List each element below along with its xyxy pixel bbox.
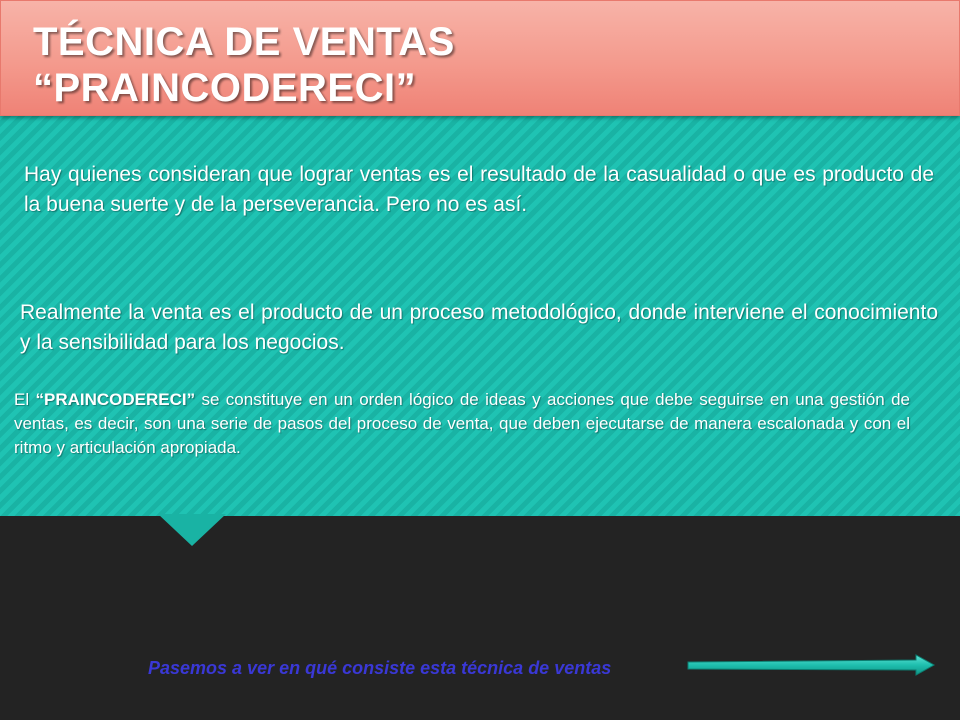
title-line-1: TÉCNICA DE VENTAS [33,20,455,64]
definition-term: “PRAINCODERECI” [35,390,196,409]
title-line-2: “PRAINCODERECI” [33,66,417,110]
definition-text: se constituye en un orden lógico de ideas y acciones que debe seguirse en una gestión de ventas, es decir, son una serie de pasos del proceso de venta, que deben ejecutarse de manera escalonada y con el ritmo y articulación apropiada. [14,390,911,457]
definition-paragraph [14,388,910,460]
definition-prefix: El [14,390,36,409]
slide-title [33,19,455,111]
panel-pointer-notch [158,514,226,548]
intro-paragraph: Hay quienes consideran que lograr ventas es el resultado de la casualidad o que es producto de la buena suerte y de la perseverancia. Pero no es así. [24,163,934,216]
next-step-text: Pasemos a ver en qué consiste esta técnica de ventas [148,658,612,678]
arrow-right-icon[interactable] [684,652,936,680]
title-banner [0,0,960,116]
method-paragraph: Realmente la venta es el producto de un proceso metodológico, donde interviene el conocimiento y la sensibilidad para los negocios. [20,301,938,354]
